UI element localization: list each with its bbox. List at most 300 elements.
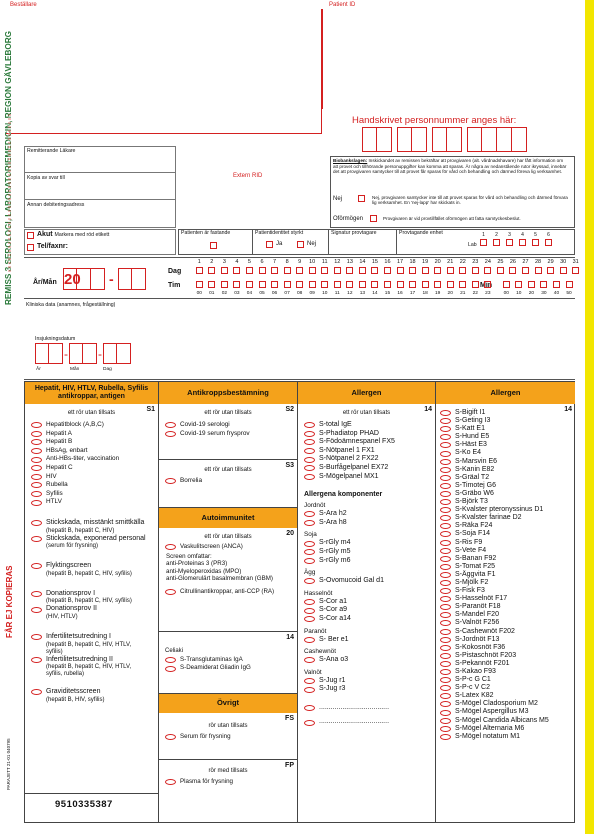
hour-label: Tim <box>168 282 181 289</box>
day-box-16[interactable] <box>384 267 391 274</box>
col1-list <box>25 421 158 507</box>
hour-box-11[interactable] <box>334 281 341 288</box>
allergen-item[interactable]: S-Valnöt F256 <box>440 619 575 627</box>
col1-header: ett rör utan tillsats <box>67 410 116 416</box>
allergen-component[interactable]: S-Ara h8 <box>304 519 435 528</box>
lab-num: 3 <box>508 232 511 238</box>
day-number: 4 <box>235 259 239 265</box>
day-number: 12 <box>334 259 341 265</box>
allergen-item[interactable]: S-Cashewnöt F202 <box>440 628 575 636</box>
allergen-item[interactable]: S-Kokosnöt F36 <box>440 644 575 652</box>
tel-checkbox[interactable] <box>27 244 34 251</box>
col2-s3: S3 <box>285 462 294 469</box>
minute-box-30[interactable] <box>540 281 547 288</box>
col2-header-3: ett rör utan tillsats <box>204 534 252 540</box>
serum-freeze[interactable]: Serum för frysning <box>165 733 297 742</box>
allergen-item[interactable]: S-Marsvin E6 <box>440 458 575 466</box>
fs-header: rör utan tillsats <box>208 723 248 729</box>
allergen-item[interactable]: S-Mögel Candida Albicans M5 <box>440 717 575 725</box>
allergen-component[interactable]: S-Cor a9 <box>304 606 435 615</box>
akut-checkbox[interactable] <box>27 232 34 239</box>
allergen-item[interactable]: S-Nötpanel 2 FX22 <box>304 455 435 464</box>
covid-serology[interactable]: Covid-19 serologi <box>165 421 297 430</box>
anti-ccp[interactable]: Citrullinantikroppar, anti-CCP (RA) <box>165 588 297 597</box>
day-box-27[interactable] <box>522 267 529 274</box>
col4-list <box>436 409 575 741</box>
col2-auto-code: 20 <box>286 530 294 537</box>
col1-inf2-sub2: syfilis, rubella) <box>46 671 85 678</box>
day-box-18[interactable] <box>409 267 416 274</box>
allergen-item[interactable]: S-Latex K82 <box>440 692 575 700</box>
col1-item[interactable]: HTLV <box>31 498 158 507</box>
col1-stick1-sub: (hepatit B, hepatit C, HIV) <box>46 527 115 534</box>
biobank-no-checkbox[interactable] <box>358 195 365 202</box>
minute-box-40[interactable] <box>553 281 560 288</box>
biobank-no-label: Nej <box>333 196 343 202</box>
col1-don1[interactable]: Donationsprov I <box>31 590 158 599</box>
day-box-30[interactable] <box>560 267 567 274</box>
day-box-5[interactable] <box>246 267 253 274</box>
col1-stick1[interactable]: Stickskada, misstänkt smittkälla <box>31 519 158 528</box>
allergen-item[interactable]: S-Kvalster pteronyssinus D1 <box>440 506 575 514</box>
col1-inf2-sub: (hepatit B, hepatit C, HIV, HTLV, <box>46 664 132 671</box>
hour-box-04[interactable] <box>246 281 253 288</box>
hour-box-15[interactable] <box>384 281 391 288</box>
hour-box-18[interactable] <box>422 281 429 288</box>
hour-box-17[interactable] <box>409 281 416 288</box>
identity-no-checkbox[interactable] <box>297 241 304 248</box>
col1-item[interactable]: Syfilis <box>31 490 158 499</box>
allergen-item[interactable]: S-Ko E4 <box>440 449 575 457</box>
day-number: 23 <box>472 259 479 265</box>
day-box-9[interactable] <box>296 267 303 274</box>
identity-yes-label: Ja <box>276 241 283 247</box>
allergen-component[interactable]: S-Cor a14 <box>304 615 435 624</box>
lab-checkbox-5[interactable] <box>532 239 539 246</box>
pnr-boxes[interactable] <box>362 127 527 152</box>
col1-inf1[interactable]: Infertilitetsutredning I <box>31 633 158 642</box>
barcode-number: 9510335387 <box>55 799 113 810</box>
allergen-item[interactable]: S-Mjölk F2 <box>440 579 575 587</box>
minute-box-20[interactable] <box>528 281 535 288</box>
day-box-28[interactable] <box>535 267 542 274</box>
day-box-11[interactable] <box>321 267 328 274</box>
day-number: 11 <box>321 259 328 265</box>
requester-field[interactable] <box>5 9 322 134</box>
pnr-title: Handskrivet personnummer anges här: <box>352 115 517 126</box>
col2-fp-code: FP <box>285 762 294 769</box>
allergen-item[interactable]: S-Björk T3 <box>440 498 575 506</box>
allergen-item[interactable]: S-Häst E3 <box>440 441 575 449</box>
allergen-group-label: Ägg <box>304 569 316 577</box>
col1-don2-sub: (HIV, HTLV) <box>46 613 78 620</box>
hour-box-14[interactable] <box>371 281 378 288</box>
hour-number: 12 <box>347 291 353 296</box>
allergen-group-label: Jordnöt <box>304 502 326 510</box>
allergen-item[interactable]: S-Katt E1 <box>440 425 575 433</box>
hour-number: 16 <box>397 291 403 296</box>
hour-box-06[interactable] <box>271 281 278 288</box>
lab-checkbox-2[interactable] <box>493 239 500 246</box>
hour-number: 07 <box>284 291 290 296</box>
lab-num: 5 <box>534 232 537 238</box>
col2-celiaki <box>159 632 297 692</box>
hour-number: 09 <box>309 291 315 296</box>
col4-code: 14 <box>564 406 572 413</box>
lab-num: 4 <box>521 232 524 238</box>
day-number: 29 <box>547 259 554 265</box>
day-number: 7 <box>273 259 277 265</box>
day-number: 6 <box>260 259 264 265</box>
unit-label: Provtagande enhet <box>399 230 443 236</box>
allergen-group-label: Valnöt <box>304 668 322 676</box>
allergen-group-label: Soja <box>304 531 317 539</box>
day-box-31[interactable] <box>572 267 579 274</box>
hour-box-05[interactable] <box>259 281 266 288</box>
allergen-component[interactable]: S-Ara h2 <box>304 510 435 519</box>
akut-label: Akut <box>37 231 53 238</box>
day-number: 19 <box>422 259 429 265</box>
hour-number: 03 <box>234 291 240 296</box>
allergen-item[interactable]: S-Födoämnespanel FX5 <box>304 438 435 447</box>
tel-label: Tel/faxnr: <box>37 243 68 250</box>
allergen-item[interactable]: S-Kanin E82 <box>440 466 575 474</box>
day-box-1[interactable] <box>196 267 203 274</box>
allergen-item[interactable]: S-Pekannöt F201 <box>440 660 575 668</box>
day-box-15[interactable] <box>371 267 378 274</box>
hour-number: 23 <box>485 291 491 296</box>
allergen-item[interactable]: S-Vete F4 <box>440 547 575 555</box>
gliadin[interactable]: S-Deamiderat Gliadin IgG <box>165 664 297 673</box>
day-box-4[interactable] <box>233 267 240 274</box>
minute-numbers <box>500 291 575 296</box>
day-number: 10 <box>309 259 316 265</box>
col1-item[interactable]: Hepatitblock (A,B,C) <box>31 421 158 430</box>
day-number: 28 <box>534 259 542 265</box>
allergen-item[interactable]: S-Nötpanel 1 FX1 <box>304 447 435 456</box>
day-number: 15 <box>371 259 378 265</box>
identity-no-label: Nej <box>307 241 317 247</box>
day-numbers <box>193 259 582 265</box>
year-month-boxes[interactable] <box>63 268 146 290</box>
allergen-group-label: Hasselnöt <box>304 589 333 597</box>
minute-box-00[interactable] <box>503 281 510 288</box>
hour-number: 06 <box>271 291 278 296</box>
col1-item[interactable]: Hepatit A <box>31 430 158 439</box>
minute-box-10[interactable] <box>515 281 522 288</box>
hour-number: 05 <box>259 291 265 296</box>
ovrigt-title: Övrigt <box>159 693 297 713</box>
day-box-24[interactable] <box>484 267 491 274</box>
allergen-component[interactable]: S- Ber e1 <box>304 636 435 645</box>
lab-num: 1 <box>482 232 485 238</box>
col2-header-2: ett rör utan tillsats <box>204 467 252 473</box>
onset-day: Dag <box>103 367 112 372</box>
allergen-group-label: Paranöt <box>304 627 327 635</box>
components-title: Allergena komponenter <box>304 491 383 499</box>
hour-box-10[interactable] <box>321 281 328 288</box>
hour-box-02[interactable] <box>221 281 228 288</box>
day-number: 24 <box>484 259 491 265</box>
lab-checkbox-4[interactable] <box>519 239 526 246</box>
day-number: 22 <box>459 259 466 265</box>
day-number: 8 <box>285 259 289 265</box>
allergen-item[interactable]: S-Äggvita F1 <box>440 571 575 579</box>
day-number: 20 <box>434 259 441 265</box>
hour-box-00[interactable] <box>196 281 203 288</box>
day-box-19[interactable] <box>422 267 429 274</box>
allergen-item[interactable]: S-Mögel Cladosporium M2 <box>440 700 575 708</box>
celiaki-label: Celiaki <box>165 648 184 654</box>
allergen-item[interactable]: S-Räka F24 <box>440 522 575 530</box>
day-box-13[interactable] <box>346 267 353 274</box>
hour-number: 10 <box>322 291 328 296</box>
allergen-item[interactable]: S-Soja F14 <box>440 530 575 538</box>
minute-number: 50 <box>566 291 572 296</box>
allergen-component[interactable]: S-Ovomucoid Gal d1 <box>304 577 435 586</box>
col2-borrelia <box>159 460 297 506</box>
lab-checkbox-1[interactable] <box>480 239 487 246</box>
allergen-component[interactable]: S-rGly m4 <box>304 539 435 548</box>
transglutaminas[interactable]: S-Transglutaminas IgA <box>165 656 297 665</box>
onset-boxes[interactable]: - - <box>35 343 131 364</box>
col1-item[interactable]: Anti-HBs-titer, vaccination <box>31 455 158 464</box>
day-number: 16 <box>384 259 391 265</box>
biobank-guardian-checkbox[interactable] <box>370 215 377 222</box>
allergen-item[interactable]: S-Mögel notatum M1 <box>440 733 575 741</box>
hour-number: 18 <box>422 291 428 296</box>
hour-box-13[interactable] <box>359 281 366 288</box>
minute-number: 30 <box>541 291 547 296</box>
minute-number: 20 <box>528 291 535 296</box>
lab-checkboxes <box>478 232 554 246</box>
minute-box-50[interactable] <box>566 281 573 288</box>
hour-number: 14 <box>372 291 378 296</box>
day-box-10[interactable] <box>309 267 316 274</box>
year-month-label: År/Mån <box>33 279 57 286</box>
lab-checkbox-3[interactable] <box>506 239 513 246</box>
col1-inf2[interactable]: Infertilitetsutredning II <box>31 656 158 665</box>
day-box-14[interactable] <box>359 267 366 274</box>
hour-box-09[interactable] <box>309 281 316 288</box>
day-number: 18 <box>409 259 416 265</box>
col1-stick2-sub: (serum för frysning) <box>46 543 99 550</box>
hour-number: 01 <box>209 291 215 296</box>
blank-line-2[interactable]: .................................... <box>304 718 435 727</box>
col3-body <box>298 404 435 819</box>
day-number: 25 <box>497 259 504 265</box>
day-box-20[interactable] <box>434 267 441 274</box>
col1-item[interactable]: HBsAg, enbart <box>31 447 158 456</box>
col1-stick2[interactable]: Stickskada, exponerad personal <box>31 535 158 544</box>
patient-id-field[interactable] <box>322 9 577 109</box>
col3-list <box>298 421 435 481</box>
allergen-item[interactable]: S-Fisk F3 <box>440 587 575 595</box>
borrelia[interactable]: Borrelia <box>165 477 297 486</box>
allergen-item[interactable]: S-Geting I3 <box>440 417 575 425</box>
hour-box-12[interactable] <box>346 281 353 288</box>
col1-body <box>25 404 158 794</box>
side-warning: FÅR EJ KOPIERAS <box>5 565 14 638</box>
day-number: 13 <box>346 259 353 265</box>
day-box-26[interactable] <box>509 267 516 274</box>
lab-checkbox-6[interactable] <box>545 239 552 246</box>
allergen-item[interactable]: S-Bigift I1 <box>440 409 575 417</box>
day-number: 26 <box>509 259 516 265</box>
day-number: 3 <box>222 259 226 265</box>
col2-fp <box>159 760 297 800</box>
allergen-item[interactable]: S-Gräal T2 <box>440 474 575 482</box>
vasculitis-screen[interactable]: Vaskulitscreen (ANCA) <box>165 543 297 552</box>
col4-body <box>436 404 575 819</box>
hour-number: 08 <box>296 291 303 296</box>
hour-box-20[interactable] <box>447 281 454 288</box>
blank-line-1[interactable]: .................................... <box>304 704 435 713</box>
col1-flykt-sub: (hepatit B, hepatit C, HIV, syfilis) <box>46 570 132 577</box>
allergen-component[interactable]: S-Cor a1 <box>304 598 435 607</box>
day-box-29[interactable] <box>547 267 554 274</box>
allergen-item[interactable]: S-Phadiatop PHAD <box>304 430 435 439</box>
day-box-6[interactable] <box>259 267 266 274</box>
biobank-guardian-text: Provgivaren är vid provtillfället oförmögen att fatta samtyckesbeslut. <box>383 216 521 221</box>
side-small: PARAJETT 21-01 040795 <box>6 738 11 790</box>
allergen-item[interactable]: S-Kakao F93 <box>440 668 575 676</box>
allergen-item[interactable]: S-Paranöt F18 <box>440 603 575 611</box>
hour-box-08[interactable] <box>296 281 303 288</box>
hour-box-19[interactable] <box>434 281 441 288</box>
allergen-component[interactable]: S-rGly m6 <box>304 557 435 566</box>
day-box-7[interactable] <box>271 267 278 274</box>
hour-number: 04 <box>246 291 253 296</box>
allergen-item[interactable]: S-Banan F92 <box>440 555 575 563</box>
allergen-component[interactable]: S-Jug r3 <box>304 685 435 694</box>
allergen-component[interactable]: S-Ana o3 <box>304 656 435 665</box>
allergen-item[interactable]: S-P-c G C1 <box>440 676 575 684</box>
col1-inf1-sub2: syfilis) <box>46 648 63 655</box>
col3-code: 14 <box>424 406 432 413</box>
hour-box-21[interactable] <box>459 281 466 288</box>
col4-title: Allergen <box>436 382 575 404</box>
col3-title: Allergen <box>298 382 435 404</box>
minute-boxes <box>500 281 575 288</box>
hour-number: 15 <box>384 291 391 296</box>
allergen-component[interactable]: S-Jug r1 <box>304 677 435 686</box>
allergen-item[interactable]: S-Gräbo W6 <box>440 490 575 498</box>
col1-item[interactable]: HIV <box>31 473 158 482</box>
lab-num: 6 <box>547 232 550 238</box>
lab-num: 2 <box>495 232 498 238</box>
hour-box-22[interactable] <box>472 281 479 288</box>
allergen-item[interactable]: S-Ris F9 <box>440 539 575 547</box>
allergen-item[interactable]: S-Hasselnöt F17 <box>440 595 575 603</box>
day-number: 5 <box>247 259 251 265</box>
col1-code: S1 <box>146 406 155 413</box>
day-number: 31 <box>572 259 579 265</box>
requester-label: Beställare <box>10 2 37 8</box>
col1-item[interactable]: Hepatit C <box>31 464 158 473</box>
col2-title: Antikroppsbestämning <box>159 382 297 404</box>
covid-frozen[interactable]: Covid-19 serum frysprov <box>165 430 297 439</box>
day-box-17[interactable] <box>397 267 404 274</box>
col2-covid <box>159 404 297 458</box>
plasma-freeze[interactable]: Plasma för frysning <box>165 778 297 787</box>
hour-number: 22 <box>472 291 478 296</box>
day-box-3[interactable] <box>221 267 228 274</box>
col1-flykt[interactable]: Flyktingscreen <box>31 562 158 571</box>
allergen-item[interactable]: S-Timotej G6 <box>440 482 575 490</box>
hour-number: 17 <box>409 291 416 296</box>
minute-label: Min <box>480 282 493 289</box>
onset-month: Mån <box>70 367 80 372</box>
day-box-2[interactable] <box>208 267 215 274</box>
hour-box-23[interactable] <box>484 281 491 288</box>
col1-item[interactable]: Hepatit B <box>31 438 158 447</box>
side-barcode-strip <box>8 114 11 274</box>
allergen-item[interactable]: S-Kvalster farinae D2 <box>440 514 575 522</box>
col1-don2[interactable]: Donationsprov II <box>31 605 158 614</box>
day-box-8[interactable] <box>284 267 291 274</box>
day-box-22[interactable] <box>459 267 466 274</box>
allergen-component[interactable]: S-rGly m5 <box>304 548 435 557</box>
patient-id-label: Patient ID <box>329 2 356 8</box>
allergen-item[interactable]: S-Hund E5 <box>440 433 575 441</box>
day-label: Dag <box>168 268 182 275</box>
minute-number: 40 <box>553 291 560 296</box>
minute-number: 00 <box>503 291 509 296</box>
allergen-item[interactable]: S-Tomat F25 <box>440 563 575 571</box>
akut-note: Markera med röd etikett <box>54 232 110 239</box>
allergen-group-label: Cashewnöt <box>304 648 336 656</box>
allergen-item[interactable]: S-P-c V C2 <box>440 684 575 692</box>
fasting-checkbox[interactable] <box>210 242 217 249</box>
day-number: 27 <box>522 259 529 265</box>
col3-header: ett rör utan tillsats <box>342 410 391 416</box>
hour-numbers <box>193 291 494 296</box>
identity-yes-checkbox[interactable] <box>266 241 273 248</box>
col1-grav[interactable]: Graviditetsscreen <box>31 688 158 697</box>
allergen-item[interactable]: S-Burfågelpanel EX72 <box>304 464 435 473</box>
hour-box-07[interactable] <box>284 281 291 288</box>
biobank-no-text: Nej, provgivaren samtycker inte till att provet sparas för vård och behandling och därmed förvara lig verksamhet. En 'nej-lapp' har skickats in. <box>372 195 568 206</box>
hour-box-16[interactable] <box>397 281 404 288</box>
day-box-23[interactable] <box>472 267 479 274</box>
doctor-label: Remitterande Läkare <box>27 148 76 154</box>
hour-box-01[interactable] <box>208 281 215 288</box>
allergen-item[interactable]: S-Mandel F20 <box>440 611 575 619</box>
allergen-item[interactable]: S-Jordnöt F13 <box>440 636 575 644</box>
day-box-21[interactable] <box>447 267 454 274</box>
allergen-item[interactable]: S-total IgE <box>304 421 435 430</box>
allergen-item[interactable]: S-Mögel Aspergillus M3 <box>440 708 575 716</box>
day-box-25[interactable] <box>497 267 504 274</box>
allergen-item[interactable]: S-Mögel Alternaria M6 <box>440 725 575 733</box>
onset-year: År <box>36 367 41 372</box>
col2-c14: 14 <box>286 634 294 641</box>
col1-item[interactable]: Rubella <box>31 481 158 490</box>
hour-box-03[interactable] <box>233 281 240 288</box>
col3-groups <box>298 502 435 694</box>
col2-auto <box>159 528 297 630</box>
allergen-item[interactable]: S-Pistaschnöt F203 <box>440 652 575 660</box>
day-box-12[interactable] <box>334 267 341 274</box>
allergen-item[interactable]: S-Mögelpanel MX1 <box>304 473 435 482</box>
side-title: REMISS 3 SEROLOGI, LABORATORIEMEDICIN, REGION GÄVLEBORG <box>4 30 13 305</box>
hour-number: 21 <box>460 291 466 296</box>
biobank-text: Biobankslagen: Inskickandet av remissen bekräftar att provgivaren (alt. vårdnadshavare) har fått information om att provet och tillhörande personuppgifter kan komma att sparas. Är några av nedanstående rutor ikryssad, innebär det att provgivaren samtycker till att provet får sparas för vård och behandling och därmed föreva lig verksamhet. <box>333 158 567 175</box>
clinical-label: Kliniska data (anamnes, frågeställning) <box>26 302 116 308</box>
col2-fs <box>159 713 297 758</box>
day-number: 17 <box>396 259 404 265</box>
